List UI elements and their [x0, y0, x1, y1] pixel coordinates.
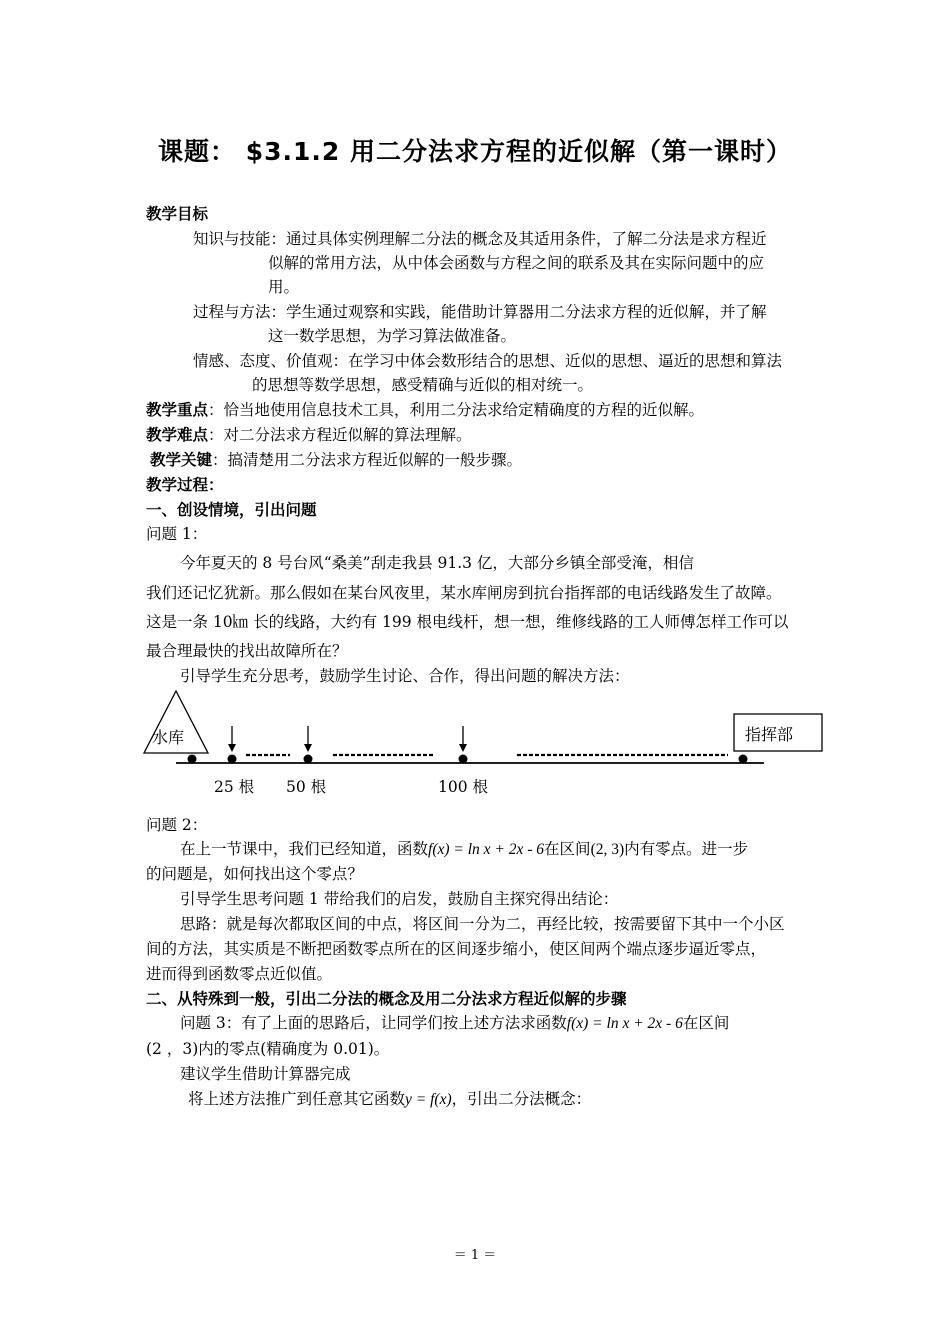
pole-25 [228, 755, 237, 764]
pole-start [188, 755, 197, 764]
question-1-line-3: 这是一条 10㎞ 长的线路，大约有 199 根电线杆，想一想，维修线路的工人师傅怎样工作可以 [146, 613, 789, 631]
key-text: ：搞清楚用二分法求方程近似解的一般步骤。 [212, 451, 523, 469]
question-1-line-2: 我们还记忆犹新。那么假如在某台风夜里，某水库闸房到抗台指挥部的电话线路发生了故障。 [146, 584, 782, 602]
question-2-label: 问题 2： [146, 816, 208, 834]
goal-emotion-line-2: 的思想等数学思想，感受精确与近似的相对统一。 [252, 376, 594, 394]
difficulty-text: ：对二分法求方程近似解的算法理解。 [208, 426, 472, 444]
key-points-label: 教学重点 [146, 401, 209, 419]
question-2-guide: 引导学生思考问题 1 带给我们的启发，鼓励自主探究得出结论： [180, 890, 619, 908]
question-3-line-2: (2 ，3)内的零点(精确度为 0.01)。 [146, 1040, 390, 1058]
goals-heading: 教学目标 [146, 205, 209, 223]
pole-50 [304, 755, 313, 764]
question-3-function: f(x) = ln x + 2x - 6 [566, 1015, 683, 1032]
question-2-line-2: 的问题是，如何找出这个零点？ [146, 865, 364, 883]
goal-process-line-1: 过程与方法：学生通过观察和实践，能借助计算器用二分法求方程的近似解，并了解 [193, 303, 767, 321]
goal-knowledge-line-2: 似解的常用方法，从中体会函数与方程之间的联系及其在实际问题中的应 [268, 254, 765, 272]
generalize-line [188, 1089, 591, 1110]
generalize-text-a: 将上述方法推广到任意其它函数 [188, 1090, 406, 1108]
question-2-text-c: 内有零点。进一步 [624, 840, 749, 858]
key-label: 教学关键 [150, 451, 213, 469]
generalize-text-b: ，引出二分法概念： [451, 1090, 592, 1108]
arrow-100-head [459, 744, 467, 752]
suggestion: 建议学生借助计算器完成 [180, 1065, 351, 1083]
question-1-line-4: 最合理最快的找出故障所在？ [146, 642, 348, 660]
pole-100 [459, 755, 468, 764]
question-1-line-1: 今年夏天的 8 号台风“桑美”刮走我县 91.3 亿，大部分乡镇全部受淹，相信 [180, 554, 694, 572]
goal-process-line-2: 这一数学思想，为学习算法做准备。 [268, 327, 517, 345]
reservoir-label: 水库 [152, 728, 185, 747]
idea-line-1: 思路：就是每次都取区间的中点，将区间一分为二，再经比较，按需要留下其中一个小区 [180, 915, 785, 933]
idea-line-2: 间的方法，其实质是不断把函数零点所在的区间逐步缩小，使区间两个端点逐步逼近零点， [146, 940, 767, 958]
page-number: ＝ 1 ＝ [453, 1248, 497, 1263]
section-2-heading: 二、从特殊到一般，引出二分法的概念及用二分法求方程近似解的步骤 [146, 990, 627, 1008]
question-3-line-1 [180, 1013, 729, 1034]
question-2-line-1 [180, 839, 748, 860]
question-2-text-a: 在上一节课中，我们已经知道，函数 [180, 840, 429, 858]
question-3-text-a: 问题 3：有了上面的思路后，让同学们按上述方法求函数 [180, 1014, 567, 1032]
page-title: 课题： $3.1.2 用二分法求方程的近似解（第一课时） [158, 137, 792, 166]
function-expression: f(x) = ln x + 2x - 6 [428, 841, 545, 858]
process-heading: 教学过程： [146, 476, 224, 494]
arrow-25-head [228, 744, 236, 752]
goal-knowledge-line-1: 知识与技能：通过具体实例理解二分法的概念及其适用条件，了解二分法是求方程近 [193, 230, 767, 248]
pole-end [739, 755, 748, 764]
question-2-text-b: 在区间 [544, 840, 591, 858]
key-points-text: ：恰当地使用信息技术工具，利用二分法求给定精确度的方程的近似解。 [208, 401, 705, 419]
pole-25-label: 25 根 [214, 778, 255, 796]
question-3-text-b: 在区间 [682, 1014, 730, 1032]
question-1-label: 问题 1： [146, 525, 208, 543]
pole-50-label: 50 根 [286, 778, 327, 796]
goal-emotion-line-1: 情感、态度、价值观：在学习中体会数形结合的思想、近似的思想、逼近的思想和算法 [193, 352, 783, 370]
generalize-function: y = f(x) [405, 1091, 452, 1108]
interval-expression: (2, 3) [590, 841, 625, 858]
hq-label: 指挥部 [745, 725, 794, 744]
difficulty-label: 教学难点 [146, 426, 209, 444]
pole-100-label: 100 根 [438, 778, 489, 796]
question-1-guide: 引导学生充分思考，鼓励学生讨论、合作，得出问题的解决方法： [180, 667, 630, 685]
section-1-heading: 一、创设情境，引出问题 [146, 501, 317, 519]
arrow-50-head [304, 744, 312, 752]
goal-knowledge-line-3: 用。 [268, 278, 300, 296]
idea-line-3: 进而得到函数零点近似值。 [146, 965, 333, 983]
